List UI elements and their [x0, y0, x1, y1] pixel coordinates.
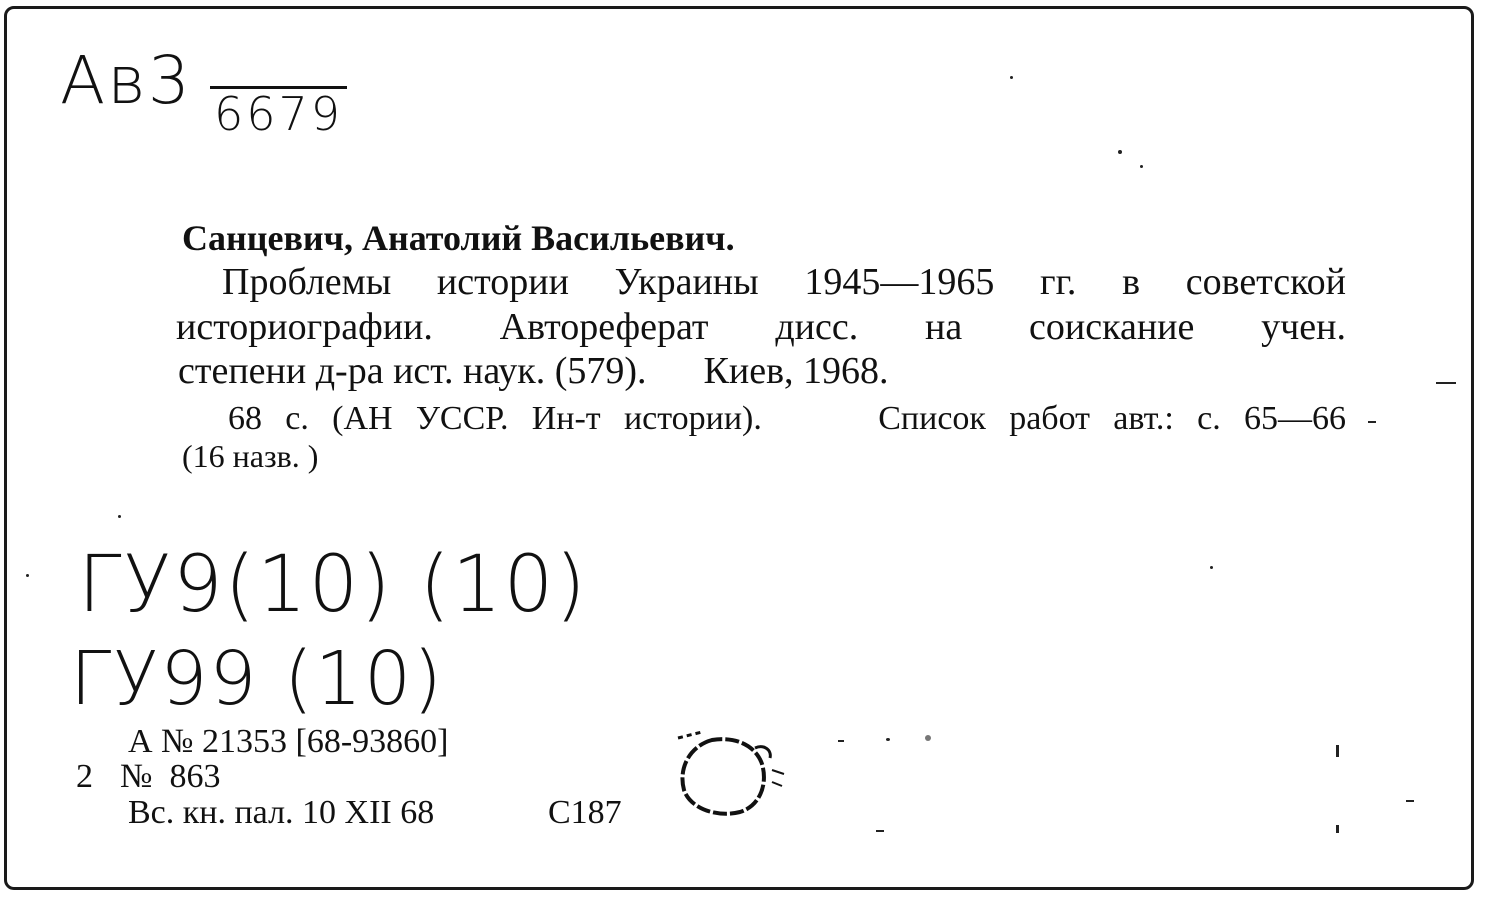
speck: [1010, 76, 1013, 79]
title-line-1: Проблемы истории Украины 1945—1965 гг. в советской: [222, 261, 1346, 303]
collation-line: 68 с. (АН УССР. Ин-т истории). Список работ авт.: с. 65—66: [228, 400, 1346, 437]
speck: [1140, 165, 1143, 168]
speck: [1210, 566, 1213, 569]
registry-line: Вс. кн. пал. 10 XII 68: [128, 794, 435, 831]
speck: [1436, 382, 1456, 384]
speck: [925, 735, 931, 741]
title-line-3: степени д-ра ист. наук. (579). Киев, 1968.: [178, 350, 889, 392]
speck: [876, 830, 884, 832]
shelfmark-number: 6679: [210, 86, 347, 140]
speck: [1336, 745, 1339, 757]
speck: [886, 738, 890, 741]
handwritten-classification-1: ГУ9(10) (10): [78, 540, 588, 630]
copy-number: № 863: [120, 758, 221, 795]
speck: [1118, 150, 1122, 154]
title-line-2: историографии. Автореферат дисс. на соискание учен.: [176, 306, 1346, 348]
speck: [1336, 825, 1339, 833]
author-heading: Санцевич, Анатолий Васильевич.: [182, 218, 735, 258]
speck: [26, 574, 29, 577]
accession-number: А № 21353 [68-93860]: [128, 723, 449, 760]
copies-count: 2: [76, 758, 93, 795]
shelfmark: Ав3: [60, 42, 192, 119]
collation-line-2: (16 назв. ): [182, 438, 319, 474]
print-code: С187: [548, 794, 622, 831]
speck: [1368, 421, 1376, 423]
handwritten-classification-2: ГУ99 (10): [70, 636, 444, 722]
speck: [838, 740, 844, 742]
stamp-seal: [660, 718, 800, 828]
speck: [118, 515, 121, 518]
speck: [1406, 800, 1414, 802]
